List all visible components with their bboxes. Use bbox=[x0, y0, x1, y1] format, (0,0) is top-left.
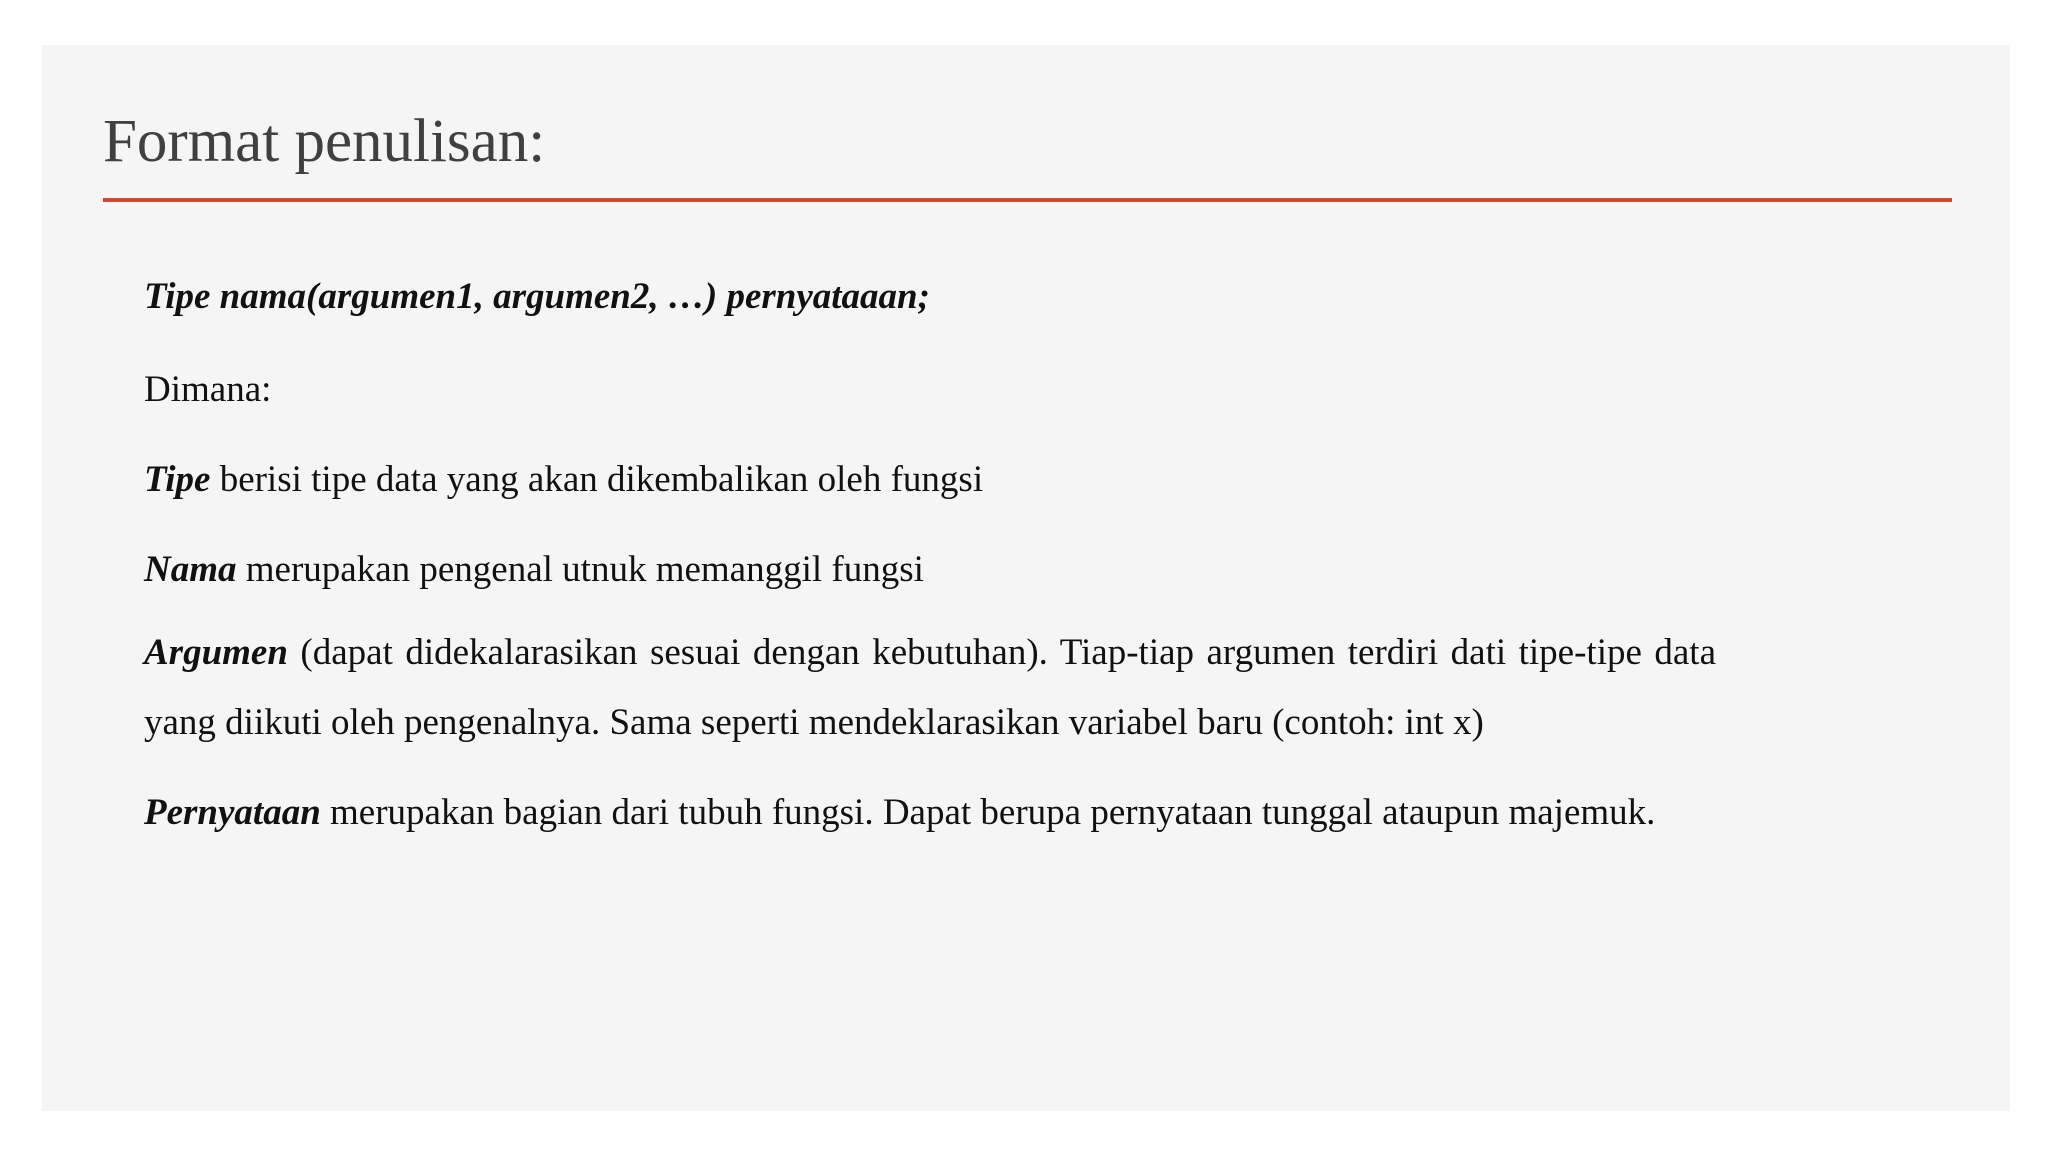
definition-term: Pernyataan bbox=[144, 792, 321, 833]
definition-item bbox=[144, 778, 1716, 848]
definition-item bbox=[144, 618, 1716, 758]
definition-text: merupakan bagian dari tubuh fungsi. Dapat berupa pernyataan tunggal ataupun majemuk. bbox=[320, 792, 1656, 833]
definition-term: Nama bbox=[144, 549, 237, 590]
definition-text: (dapat didekalarasikan sesuai dengan kebutuhan). Tiap-tiap argumen terdiri dati tipe-tipe data yang diikuti oleh pengenalnya. Sama seperti mendeklarasikan variabel baru (contoh: int x) bbox=[144, 632, 1716, 743]
definition-text: merupakan pengenal utnuk memanggil fungsi bbox=[236, 549, 924, 590]
definition-term: Argumen bbox=[144, 632, 288, 673]
definition-text: berisi tipe data yang akan dikembalikan oleh fungsi bbox=[210, 459, 984, 500]
definition-term: Tipe bbox=[144, 459, 211, 500]
title-divider bbox=[103, 198, 1952, 202]
syntax-line: Tipe nama(argumen1, argumen2, …) pernyataaan; bbox=[144, 276, 930, 317]
definition-item bbox=[144, 548, 924, 592]
slide bbox=[42, 45, 2010, 1111]
definition-item bbox=[144, 458, 983, 502]
intro-text: Dimana: bbox=[144, 369, 272, 410]
slide-title: Format penulisan: bbox=[103, 108, 546, 175]
